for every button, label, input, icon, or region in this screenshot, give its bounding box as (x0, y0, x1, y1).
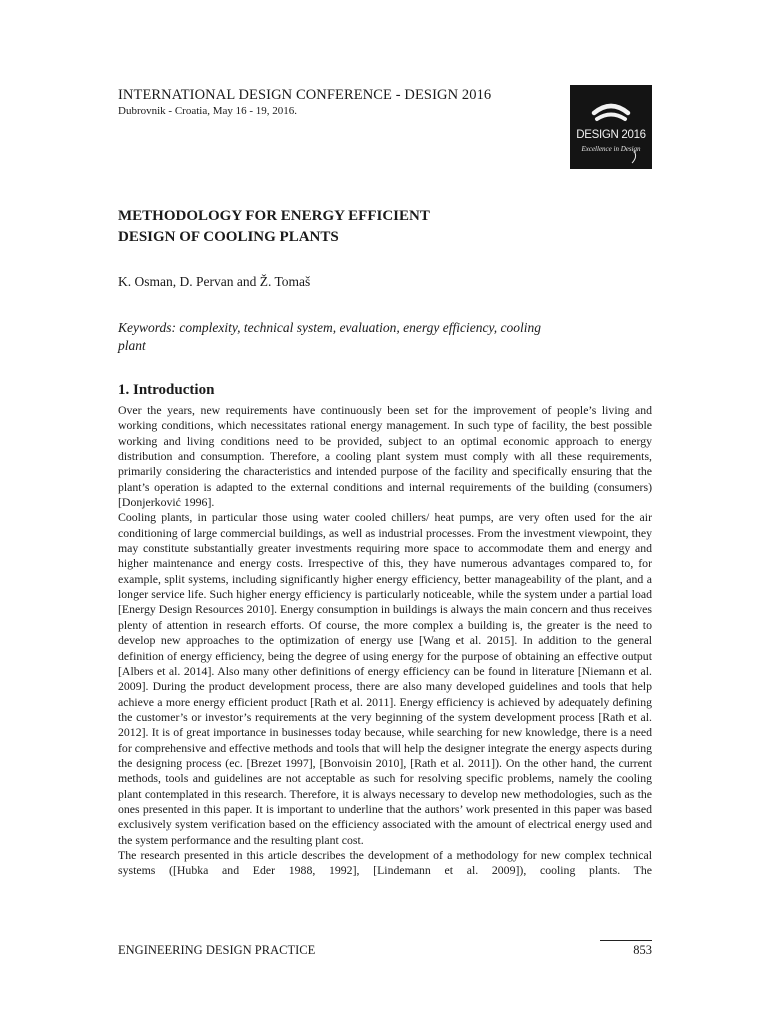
paragraph: Cooling plants, in particular those using water cooled chillers/ heat pumps, are very often used for the air conditioning of large commercial buildings, as well as industrial processes. From the investment viewpoint, they may constitute substantially greater investments requiring more space to accommodate them and energy and higher maintenance and energy costs. Irrespective of this, they have numerous advantages compared to, for example, split systems, including significantly higher energy efficiency, better manageability of the plant, and a longer service life. Such higher energy efficiency is particularly noticeable, while the system under a partial load [Energy Design Resources 2010]. Energy consumption in buildings is always the main concern and thus receives plenty of attention in research efforts. Of course, the more complex a building is, the greater is the need to develop new approaches to the optimization of energy use [Wang et al. 2015]. In addition to the general definition of energy efficiency, being the degree of using energy for the purpose of obtaining an effective output [Albers et al. 2014]. Also many other definitions of energy efficiency can be found in literature [Niemann et al. 2009]. During the product development process, there are also many developed guidelines and tools that help achieve a more energy efficient product [Rath et al. 2011]. Energy efficiency is achieved by adequately defining the customer’s or investor’s requirements at the very beginning of the system development process [Rath et al. 2012]. It is of great importance in businesses today because, while searching for new knowledge, there is a need for comprehensive and effective methods and tools that will help the designer integrate the energy aspects during the designing process (ec. [Brezet 1997], [Bonvoisin 2010], [Rath et al. 2011]). On the other hand, the current methods, tools and guidelines are not acceptable as such for resolving specific problems, namely the cooling plant contemplated in this research. Therefore, it is always necessary to develop new methodologies, such as the ones presented in this paper. It is important to underline that the authors’ work presented in this paper was based exclusively system verification based on the efficiency associated with the amount of electrical energy used and the system performance and the resulting plant cost. (118, 510, 652, 847)
logo-arc-icon (570, 85, 652, 169)
paragraph: The research presented in this article describes the development of a methodology for new complex technical systems ([Hubka and Eder 1988, 1992], [Lindemann et al. 2009]), cooling plants. The (118, 847, 652, 878)
paper-title (118, 206, 430, 248)
logo-tagline: Excellence in Design (581, 145, 641, 153)
design-2016-logo (570, 85, 652, 169)
conference-location-date: Dubrovnik - Croatia, May 16 - 19, 2016. (118, 105, 298, 117)
paragraph: Over the years, new requirements have continuously been set for the improvement of people’s living and working conditions, which necessitates rational energy management. In such type of facility, the best possible working and living conditions need to be provided, subject to an optimal economic approach to energy distribution and consumption. Therefore, a cooling plant system must comply with all these requirements, primarily considering the characteristics and intended purpose of the facility and specifically ensuring that the plant’s operation is adapted to the external conditions and internal requirements of the building (consumers) [Donjerković 1996]. (118, 403, 652, 510)
authors: K. Osman, D. Pervan and Ž. Tomaš (118, 274, 311, 289)
logo-name: DESIGN 2016 (576, 129, 646, 141)
paper-title-line-2: DESIGN OF COOLING PLANTS (118, 229, 339, 245)
footer-rule (600, 940, 652, 941)
section-heading: 1. Introduction (118, 382, 215, 398)
conference-title: INTERNATIONAL DESIGN CONFERENCE - DESIGN 2016 (118, 87, 492, 103)
body-text (118, 403, 652, 879)
footer-section-name: ENGINEERING DESIGN PRACTICE (118, 943, 316, 957)
keywords: Keywords: complexity, technical system, evaluation, energy efficiency, cooling plant (118, 320, 541, 353)
page-number: 853 (633, 943, 652, 957)
paper-title-line-1: METHODOLOGY FOR ENERGY EFFICIENT (118, 208, 430, 224)
